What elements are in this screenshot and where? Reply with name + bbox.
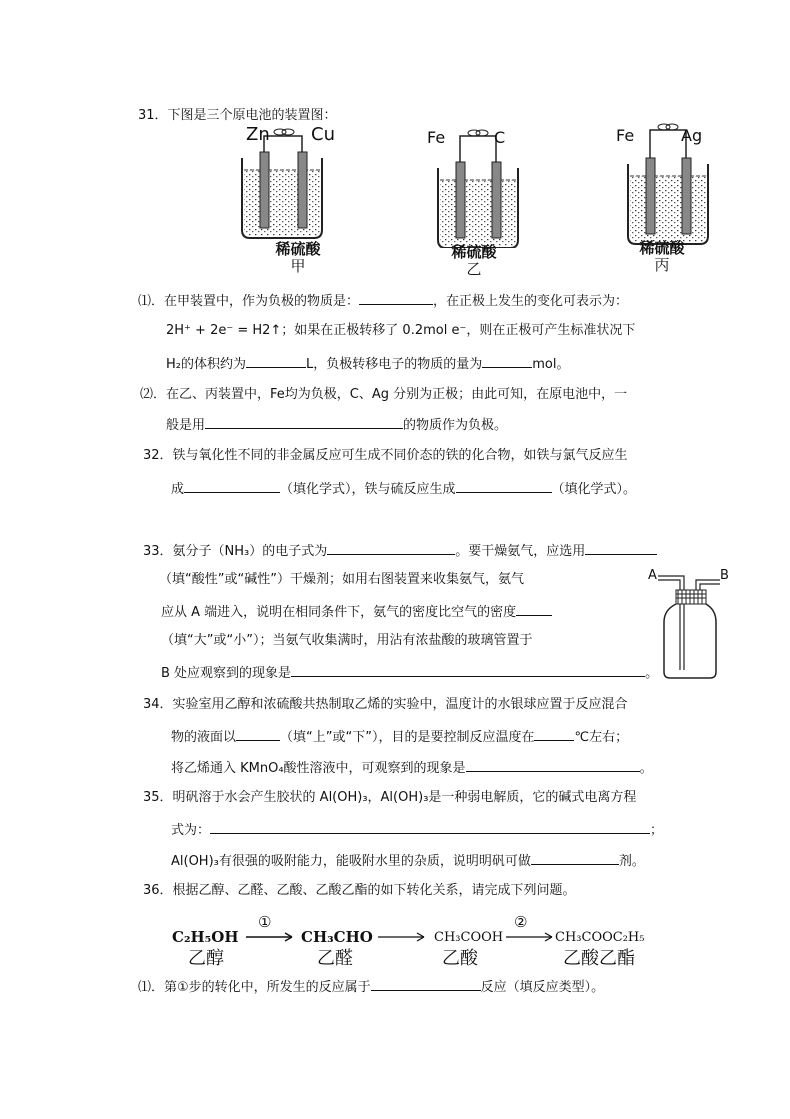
chain-acetaldehyde-formula: CH₃CHO (301, 928, 373, 946)
cell2-name: 乙 (466, 260, 482, 278)
arrow-step-3 (506, 933, 552, 941)
q35-line1: 35．明矾溶于水会产生胶状的 Al(OH)₃，Al(OH)₃是一种弱电解质，它的碱式电离方程 (143, 790, 637, 805)
q31-part1-line1: ⑴．在甲装置中，作为负极的物质是： ，在正极上发生的变化可表示为： (138, 291, 628, 311)
q33-line3: 应从 A 端进入，说明在相同条件下，氨气的密度比空气的密度 (161, 602, 552, 622)
q32-line1: 32．铁与氧化性不同的非金属反应可生成不同价态的铁的化合物，如铁与氯气反应生 (143, 448, 628, 463)
cell-yi (438, 130, 518, 248)
q34-blank-phenomenon[interactable] (466, 758, 640, 772)
reaction-arrows (240, 915, 560, 945)
q31-blank-negative-material[interactable] (205, 415, 403, 429)
q32-line2: 成 （填化学式），铁与硫反应生成 （填化学式）。 (171, 479, 636, 499)
arrow-step-2 (378, 933, 424, 941)
q32-blank-iron-sulfide[interactable] (456, 479, 552, 493)
cell2-left-electrode: Fe (427, 128, 446, 147)
q36-line1: 36．根据乙醇、乙醛、乙酸、乙酸乙酯的如下转化关系，请完成下列问题。 (143, 883, 576, 898)
q35-line2: 式为： ； (171, 820, 663, 840)
q31-part2-line1: ⑵．在乙、丙装置中，Fe均为负极，C、Ag 分别为正极；由此可知，在原电池中，一 (140, 387, 628, 402)
chain-ethanol-formula: C₂H₅OH (172, 928, 239, 946)
q35-blank-ionization-equation[interactable] (210, 820, 650, 834)
cell1-left-electrode: Zn (246, 124, 270, 145)
q34-blank-temperature[interactable] (534, 727, 574, 741)
label-b: B (720, 568, 729, 583)
gas-collection-bottle (656, 570, 722, 682)
q34-blank-above-below[interactable] (236, 727, 280, 741)
q31-title: 31．下图是三个原电池的装置图： (138, 108, 337, 123)
cell2-right-electrode: C (494, 128, 506, 147)
q32-blank-iron-chloride[interactable] (184, 479, 280, 493)
q33-line4: （填“大”或“小”）；当氨气收集满时，用沾有浓盐酸的玻璃管置于 (161, 633, 533, 648)
q31-blank-electron-moles[interactable] (482, 354, 532, 368)
chain-ethanol-name: 乙醇 (188, 948, 224, 969)
cell1-name: 甲 (290, 257, 306, 275)
q31-blank-h2-volume[interactable] (246, 354, 306, 368)
cell1-right-electrode: Cu (311, 124, 335, 145)
cell3-right-electrode: Ag (681, 126, 703, 145)
q35-line3: Al(OH)₃有很强的吸附能力，能吸附水里的杂质，说明明矾可做 剂。 (171, 851, 645, 871)
q34-line1: 34．实验室用乙醇和浓硫酸共热制取乙烯的实验中，温度计的水银球应置于反应混合 (143, 697, 628, 712)
q31-blank-negative-electrode[interactable] (359, 291, 433, 305)
q35-blank-agent[interactable] (531, 851, 619, 865)
q33-blank-desiccant[interactable] (585, 541, 657, 555)
galvanic-cells-diagram (230, 118, 720, 248)
q33-line1: 33．氨分子（NH₃）的电子式为 。要干燥氨气，应选用 (143, 541, 657, 561)
q33-blank-electron-formula[interactable] (327, 541, 455, 555)
q33-blank-observation[interactable] (291, 663, 645, 677)
q34-line3: 将乙烯通入 KMnO₄酸性溶液中，可观察到的现象是 。 (171, 758, 653, 778)
arrow-3-label: ② (514, 913, 528, 931)
q36-part1: ⑴．第①步的转化中，所发生的反应属于 反应（填反应类型）。 (138, 977, 604, 997)
q36-blank-reaction-type[interactable] (371, 977, 481, 991)
cell3-solution: 稀硫酸 (639, 239, 685, 257)
q33-line5: B 处应观察到的现象是 。 (161, 663, 658, 683)
chain-acetic-acid-formula: CH₃COOH (434, 930, 504, 945)
chain-acetic-acid-name: 乙酸 (442, 948, 478, 969)
q31-part1-line3: H₂的体积约为 L，负极转移电子的物质的量为 mol。 (166, 354, 569, 374)
chain-ethyl-acetate-name: 乙酸乙酯 (563, 948, 635, 969)
label-a: A (648, 568, 657, 583)
cell1-solution: 稀硫酸 (275, 240, 321, 258)
cell2-solution: 稀硫酸 (451, 243, 497, 261)
q31-part2-line2: 般是用 的物质作为负极。 (166, 415, 507, 435)
q34-line2: 物的液面以 （填“上”或“下”），目的是要控制反应温度在 ℃左右； (171, 727, 628, 747)
chain-ethyl-acetate-formula: CH₃COOC₂H₅ (555, 930, 645, 945)
chain-acetaldehyde-name: 乙醛 (317, 948, 353, 969)
cell3-left-electrode: Fe (616, 126, 635, 145)
q31-part1-line2: 2H⁺ + 2e⁻ = H2↑；如果在正极转移了 0.2mol e⁻，则在正极可产生标准状况下 (166, 323, 636, 338)
cell3-name: 丙 (654, 256, 670, 274)
arrow-step-1 (246, 933, 292, 941)
arrow-1-label: ① (258, 913, 272, 931)
q33-line2: （填“酸性”或“碱性”）干燥剂；如用右图装置来收集氨气，氨气 (159, 572, 524, 587)
cell-jia (242, 129, 322, 238)
q33-blank-density[interactable] (516, 602, 552, 616)
